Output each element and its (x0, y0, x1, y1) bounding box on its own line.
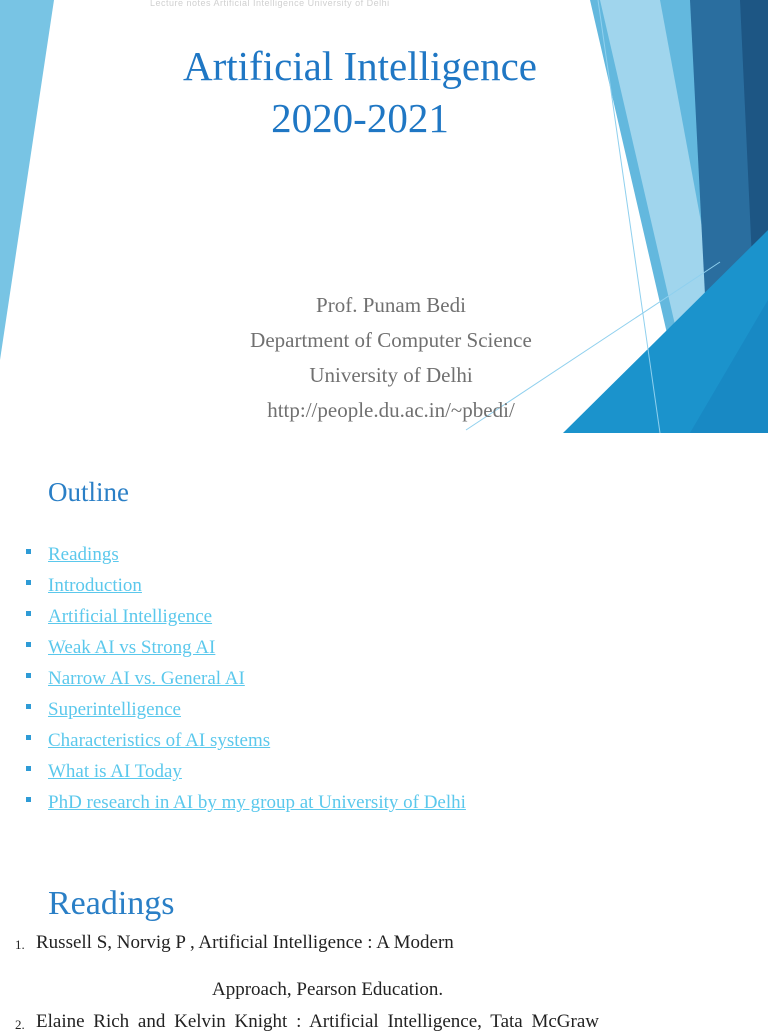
reference-number: 2. (15, 1017, 25, 1032)
outline-link-characteristics[interactable]: Characteristics of AI systems (48, 730, 271, 751)
author-url: http://people.du.ac.in/~pbedi/ (267, 398, 515, 422)
outline-link-superintelligence[interactable]: Superintelligence (48, 699, 181, 720)
bullet-icon (26, 673, 31, 678)
outline-link-introduction[interactable]: Introduction (48, 575, 142, 596)
title-line-1: Artificial Intelligence (182, 43, 538, 89)
bullet-icon (26, 704, 31, 709)
outline-link-artificial-intelligence[interactable]: Artificial Intelligence (48, 606, 213, 627)
reference-number: 1. (15, 937, 25, 952)
university-name: University of Delhi (309, 363, 473, 387)
left-accent-wedge (0, 0, 54, 360)
readings-slide (0, 843, 768, 1032)
bullet-icon (26, 611, 31, 616)
bullet-icon (26, 735, 31, 740)
readings-title: Readings (48, 885, 175, 922)
title-line-2: 2020-2021 (271, 95, 449, 141)
outline-title: Outline (48, 477, 129, 507)
outline-link-readings[interactable]: Readings (48, 544, 119, 565)
outline-link-phd-research[interactable]: PhD research in AI by my group at University of Delhi (48, 792, 466, 813)
reference-2-line-1: Elaine Rich and Kelvin Knight : Artificial Intelligence, Tata McGraw (36, 1011, 599, 1032)
outline-link-narrow-vs-general[interactable]: Narrow AI vs. General AI (48, 668, 245, 689)
bullet-icon (26, 797, 31, 802)
slide-title (140, 40, 580, 144)
outline-slide (0, 433, 768, 843)
outline-link-ai-today[interactable]: What is AI Today (48, 761, 182, 782)
author-name: Prof. Punam Bedi (316, 293, 466, 317)
bullet-icon (26, 766, 31, 771)
bullet-icon (26, 549, 31, 554)
title-slide (0, 0, 768, 433)
reference-1-line-2: Approach, Pearson Education. (212, 979, 444, 1000)
faint-header-text: Lecture notes Artificial Intelligence University of Delhi (150, 0, 390, 8)
bullet-icon (26, 580, 31, 585)
reference-1-line-1: Russell S, Norvig P , Artificial Intelligence : A Modern (36, 932, 454, 953)
slide-subtitle (200, 288, 582, 428)
department-name: Department of Computer Science (250, 328, 532, 352)
outline-link-weak-vs-strong[interactable]: Weak AI vs Strong AI (48, 637, 216, 658)
bullet-icon (26, 642, 31, 647)
